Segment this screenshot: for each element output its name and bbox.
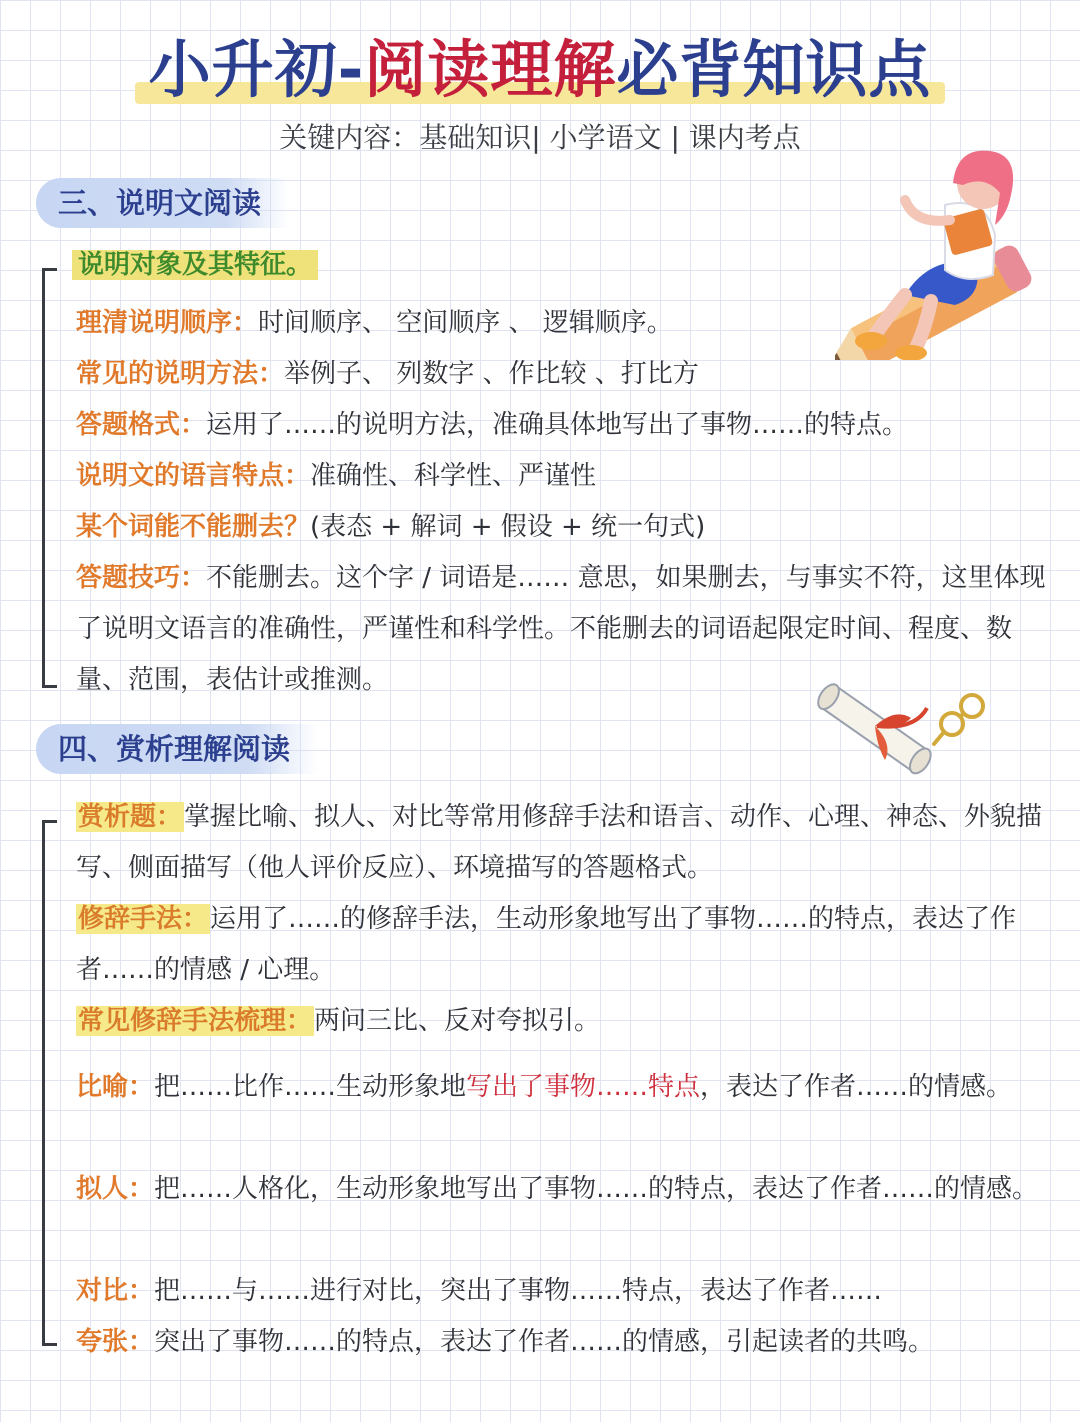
glasses-icon: [930, 690, 1000, 750]
row-text: (表态 + 解词 + 假设 + 统一句式): [310, 512, 706, 542]
title-part-3: 必背知识点: [616, 33, 932, 106]
row-label: 答题技巧：: [76, 563, 207, 593]
section-3-intro: [72, 240, 1062, 291]
row-text: 准确性、科学性、严谨性: [310, 461, 597, 491]
intro-label: 说明对象及其特征。: [72, 250, 318, 280]
title-part-2: 阅读理解: [364, 33, 617, 106]
row-text: 时间顺序、 空间顺序 、 逻辑顺序。: [258, 308, 673, 338]
section-3-row-5: [76, 502, 1066, 553]
rhetoric-label: 比喻：: [76, 1072, 155, 1102]
row-label: 修辞手法：: [78, 904, 209, 934]
rhetoric-label: 夸张：: [76, 1327, 155, 1357]
row-text: 两问三比、反对夸拟引。: [314, 1006, 601, 1036]
section-3-heading: 三、说明文阅读: [36, 178, 289, 228]
section-4-row-2: [76, 894, 1061, 996]
rhetoric-text-a: 把……比作……生动形象地: [154, 1072, 467, 1102]
rhetoric-text: 把……人格化，生动形象地写出了事物……的特点，表达了作者……的情感。: [154, 1174, 1039, 1204]
rhetoric-contrast: [76, 1266, 1066, 1317]
rhetoric-label: 对比：: [76, 1276, 155, 1306]
rhetoric-text-emphasis: 写出了事物……特点: [466, 1072, 701, 1102]
section-4-row-1: [76, 792, 1061, 894]
section-4-row-3: [76, 996, 1066, 1047]
section-3-bracket: [42, 268, 57, 688]
row-text: 运用了……的说明方法，准确具体地写出了事物……的特点。: [206, 410, 909, 440]
row-label: 常见修辞手法梳理：: [78, 1006, 313, 1036]
row-label: 常见的说明方法：: [76, 359, 285, 389]
rhetoric-text: 把……与……进行对比，突出了事物……特点，表达了作者……: [154, 1276, 883, 1306]
title-part-1: 小升初-: [148, 33, 365, 106]
section-3-row-3: [76, 400, 1066, 451]
row-label: 说明文的语言特点：: [76, 461, 311, 491]
rhetoric-text-b: ，表达了作者……的情感。: [700, 1072, 1013, 1102]
subtitle: 关键内容：基础知识| 小学语文 | 课内考点: [279, 121, 801, 154]
rhetoric-label: 拟人：: [76, 1174, 155, 1204]
section-4-heading: 四、赏析理解阅读: [36, 724, 318, 774]
row-label: 理清说明顺序：: [76, 308, 259, 338]
section-3-row-1: [76, 298, 1066, 349]
row-text: 运用了……的修辞手法，生动形象地写出了事物……的特点，表达了作者……的情感 / 心理。: [76, 904, 1017, 985]
row-text: 掌握比喻、拟人、对比等常用修辞手法和语言、动作、心理、神态、外貌描写、侧面描写（他人评价反应）、环境描写的答题格式。: [76, 802, 1043, 883]
row-label: 赏析题：: [78, 802, 183, 832]
row-text: 举例子、 列数字 、作比较 、打比方: [284, 359, 699, 389]
rhetoric-personification: [76, 1164, 1061, 1215]
rhetoric-text: 突出了事物……的特点，表达了作者……的情感，引起读者的共鸣。: [154, 1327, 935, 1357]
row-label: 某个词能不能删去？: [76, 512, 311, 542]
page-title: [149, 28, 932, 112]
row-label: 答题格式：: [76, 410, 207, 440]
rhetoric-metaphor: [76, 1062, 1061, 1113]
row-text: 不能删去。这个字 / 词语是…… 意思，如果删去，与事实不符，这里体现了说明文语言的准确性，严谨性和科学性。不能删去的词语起限定时间、程度、数量、范围，表估计或推测。: [76, 563, 1046, 695]
section-3-row-4: [76, 451, 1066, 502]
section-4-bracket: [42, 820, 57, 1346]
section-3-row-2: [76, 349, 1066, 400]
page-title-wrap: [0, 28, 1080, 112]
rhetoric-hyperbole: [76, 1317, 1066, 1368]
